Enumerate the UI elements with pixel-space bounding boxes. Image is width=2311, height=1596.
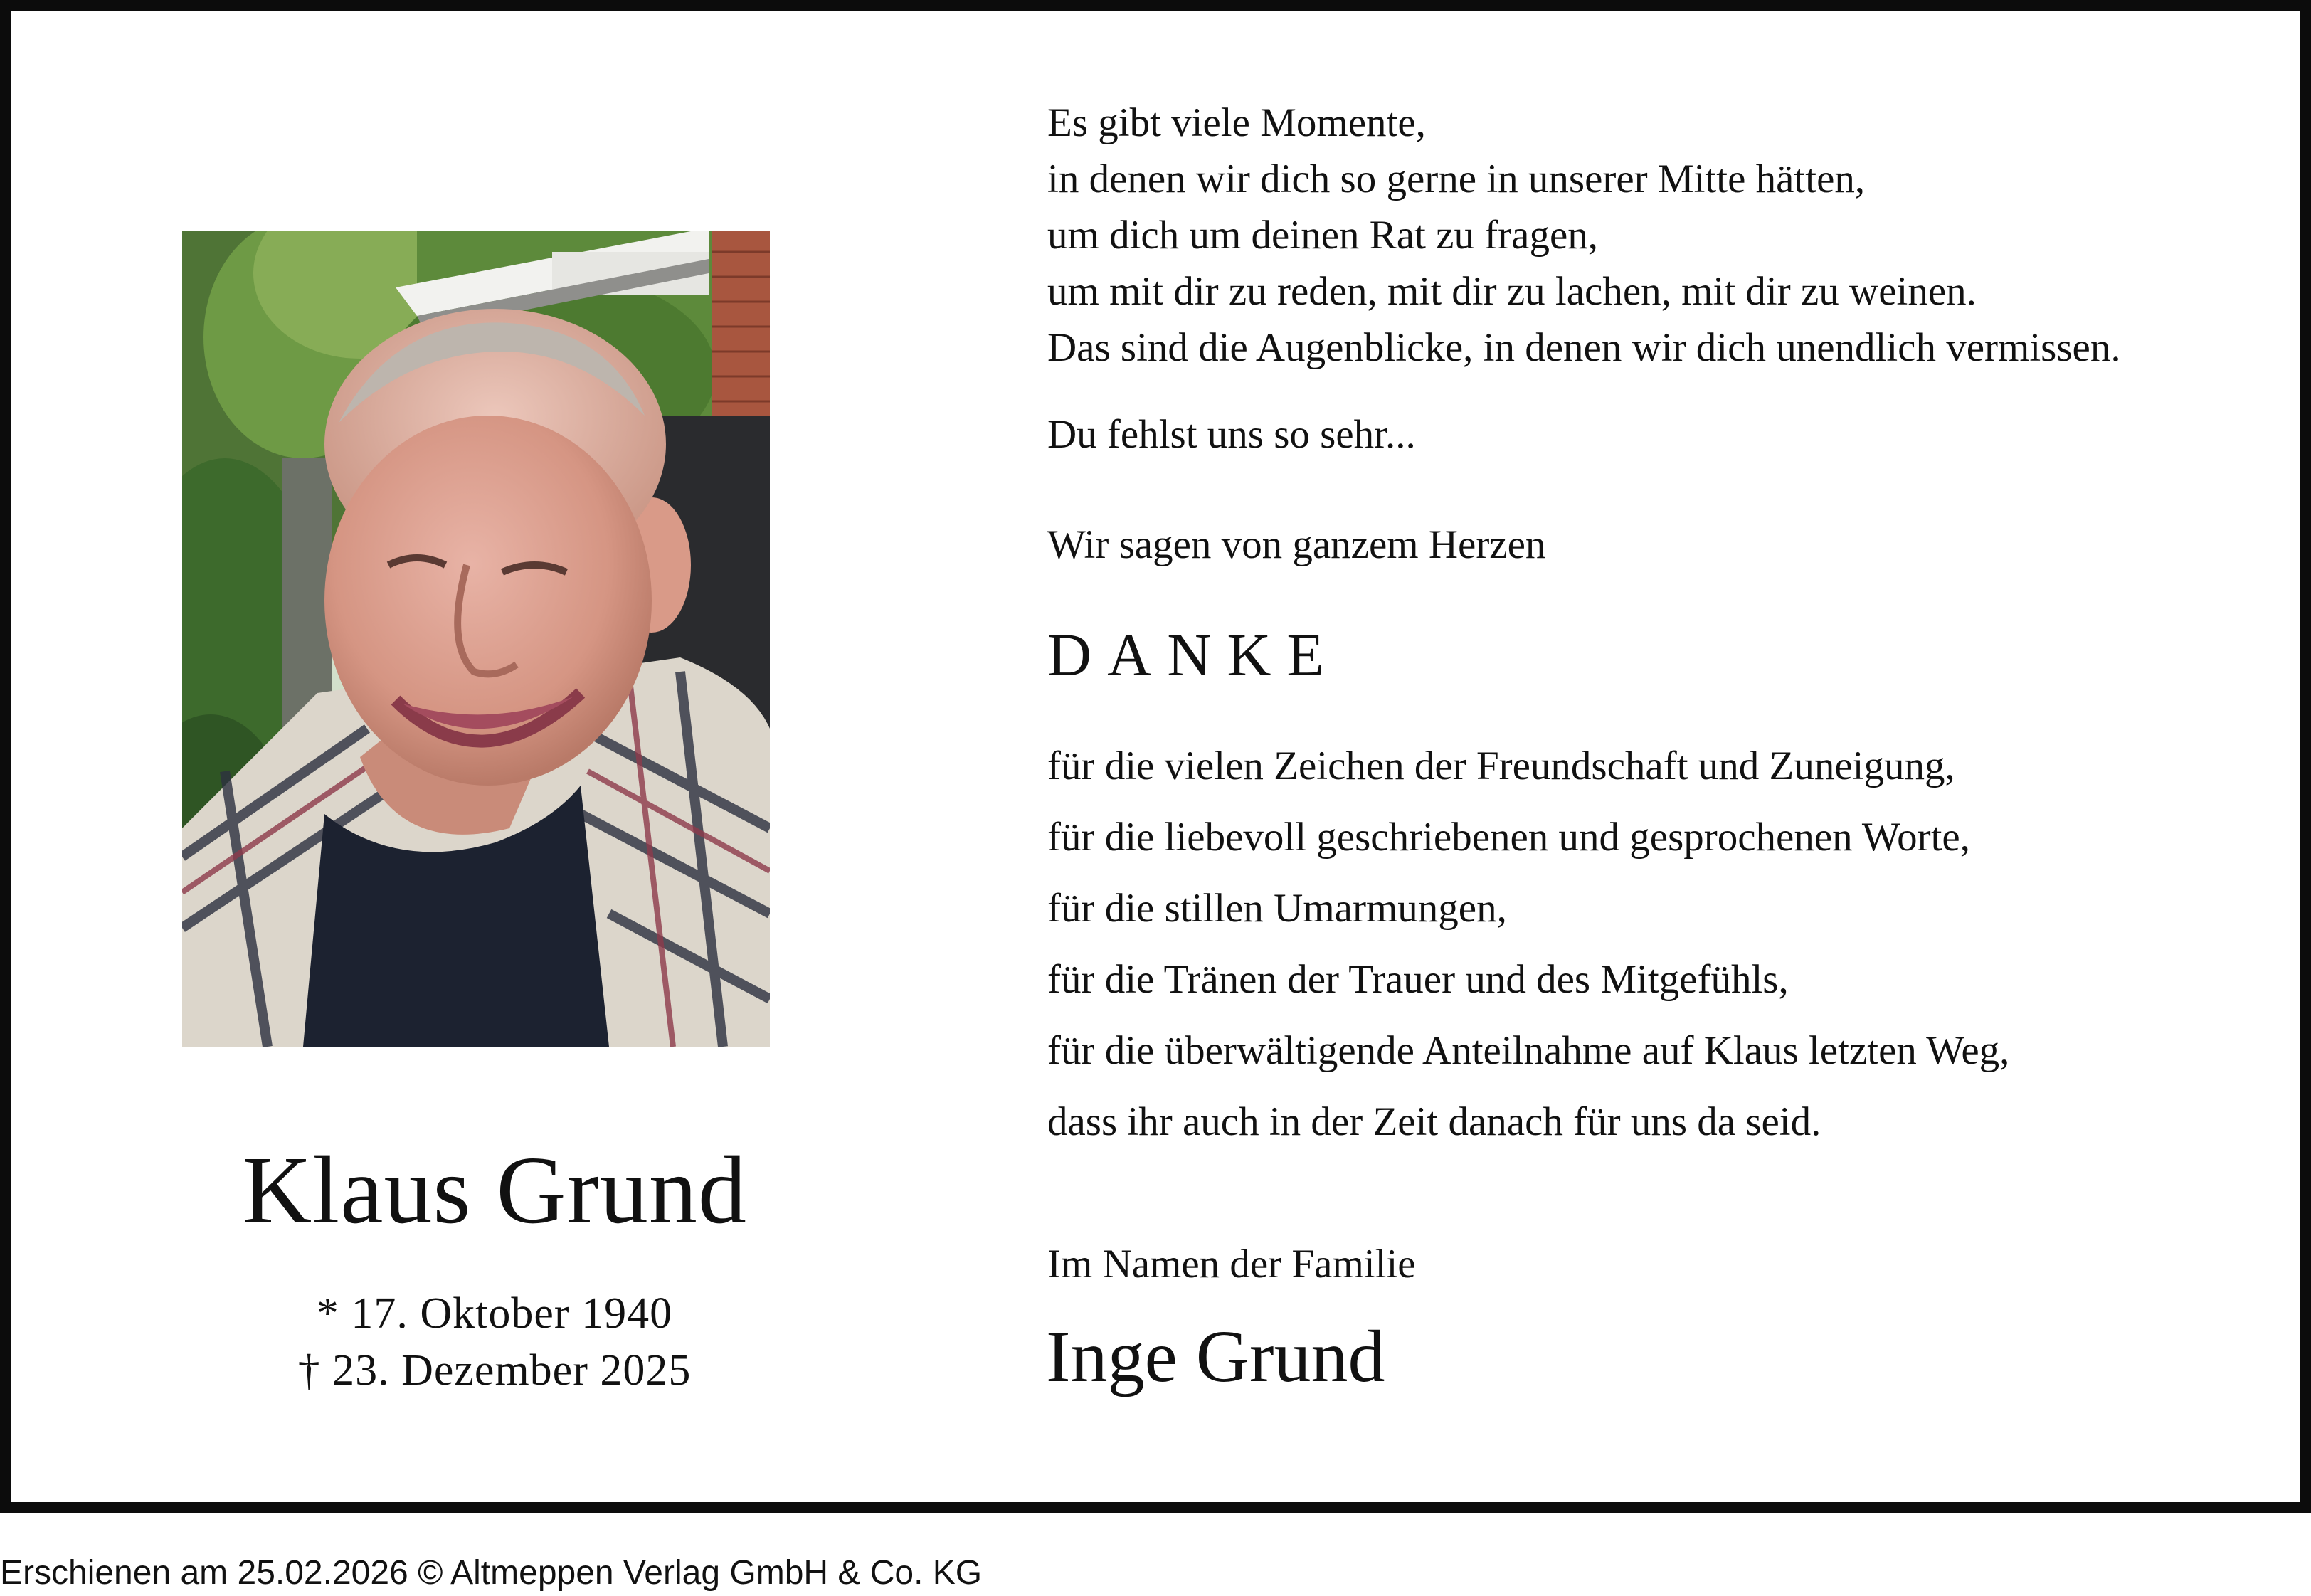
- death-date: † 23. Dezember 2025: [297, 1346, 692, 1395]
- portrait-photo: [182, 231, 770, 1047]
- poem-line: Das sind die Augenblicke, in denen wir dich unendlich vermissen.: [1047, 325, 2121, 370]
- gratitude-line: für die stillen Umarmungen,: [1047, 886, 1507, 931]
- gratitude-line: für die überwältigende Anteilnahme auf Klaus letzten Weg,: [1047, 1028, 2010, 1073]
- gratitude-line: dass ihr auch in der Zeit danach für uns da seid.: [1047, 1099, 1821, 1144]
- gratitude-line: für die Tränen der Trauer und des Mitgefühls,: [1047, 957, 1789, 1002]
- deceased-name: Klaus Grund: [242, 1137, 747, 1244]
- gratitude-list: [1047, 731, 2009, 1158]
- memorial-poem: [1047, 95, 2121, 376]
- thanks-heading: DANKE: [1047, 620, 1340, 689]
- face: [324, 416, 652, 786]
- signature-name: Inge Grund: [1046, 1316, 1385, 1397]
- poem-line: Es gibt viele Momente,: [1047, 100, 1426, 145]
- thanks-intro: Wir sagen von ganzem Herzen: [1047, 522, 1546, 567]
- poem-line: um mit dir zu reden, mit dir zu lachen, mit dir zu weinen.: [1047, 269, 1977, 314]
- gratitude-line: für die vielen Zeichen der Freundschaft und Zuneigung,: [1047, 744, 1955, 788]
- poem-line: in denen wir dich so gerne in unserer Mitte hätten,: [1047, 157, 1866, 201]
- missing-you-line: Du fehlst uns so sehr...: [1047, 412, 1416, 457]
- gratitude-line: für die liebevoll geschriebenen und gesprochenen Worte,: [1047, 815, 1970, 860]
- birth-date: * 17. Oktober 1940: [316, 1289, 673, 1338]
- portrait-illustration: [182, 231, 770, 1047]
- poem-line: um dich um deinen Rat zu fragen,: [1047, 213, 1599, 258]
- family-intro: Im Namen der Familie: [1047, 1242, 1416, 1286]
- publication-footer: Erschienen am 25.02.2026 © Altmeppen Verlag GmbH & Co. KG: [0, 1554, 983, 1592]
